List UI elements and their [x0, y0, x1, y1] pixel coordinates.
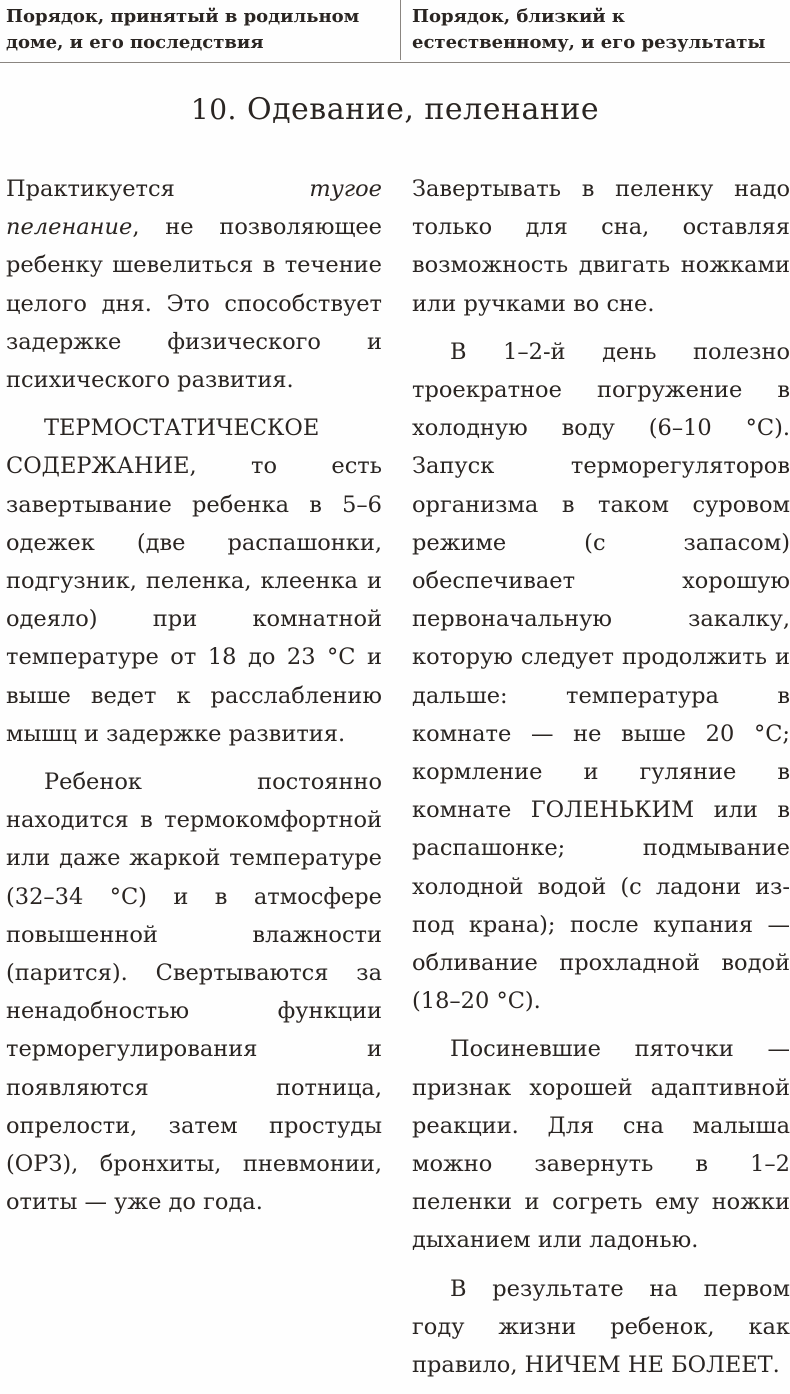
right-column: [412, 170, 790, 1394]
right-paragraph-1: Завертывать в пеленку надо только для сна, оставляя возможность двигать ножками или ручками во сне.: [412, 176, 790, 317]
header-column-divider: [400, 0, 401, 60]
section-title: Одевание, пеленание: [246, 92, 600, 127]
left-paragraph-1: [6, 170, 382, 399]
right-paragraph-4: В результате на первом году жизни ребенок, как правило, НИЧЕМ НЕ БОЛЕЕТ.: [412, 1275, 790, 1379]
left-paragraph-3: Ребенок постоянно находится в термокомфортной или даже жаркой температуре (32–34 °С) и в атмосфере повышенной влажности (парится). Свертываются за ненадобностью функции терморегулирования и появляются потница, опрелости, затем простуды (ОРЗ), бронхиты, пневмонии, отиты — уже до года.: [6, 769, 382, 1216]
header-left-title: Порядок, принятый в родильном доме, и его последствия: [6, 6, 360, 53]
left-column: [6, 170, 382, 1231]
header-rule: [0, 62, 790, 63]
right-paragraph-2: В 1–2-й день полезно троекратное погружение в холодную воду (6–10 °С). Запуск терморегуляторов организма в таком суровом режиме (с запасом) обеспечивает хорошую первоначальную закалку, которую следует продолжить и дальше: температура в комнате — не выше 20 °С; кормление и гуляние в комнате ГОЛЕНЬКИМ или в распашонке; подмывание холодной водой (с ладони из-под крана); после купания — обливание прохладной водой (18–20 °С).: [412, 338, 790, 1015]
right-paragraph-3: Посиневшие пяточки — признак хорошей адаптивной реакции. Для сна малыша можно завернуть в 1–2 пеленки и согреть ему ножки дыханием или ладонью.: [412, 1036, 790, 1254]
section-number: 10.: [190, 93, 237, 126]
left-paragraph-2: ТЕРМОСТАТИЧЕСКОЕ СОДЕРЖАНИЕ, то есть завертывание ребенка в 5–6 одежек (две распашонки, подгузник, пеленка, клеенка и одеяло) при комнатной температуре от 18 до 23 °С и выше ведет к расслаблению мышц и задержке развития.: [6, 415, 382, 747]
section-heading: [0, 90, 790, 130]
left-p1-italic: тугое пеленание: [6, 176, 382, 241]
left-p1-rest: , не позволяющее ребенку шевелиться в течение целого дня. Это способствует задержке физического и психического развития.: [6, 214, 382, 394]
left-p1-text: Практикуется: [6, 176, 310, 202]
page-header: [0, 0, 790, 62]
header-right-title: Порядок, близкий к естественному, и его результаты: [412, 6, 766, 53]
